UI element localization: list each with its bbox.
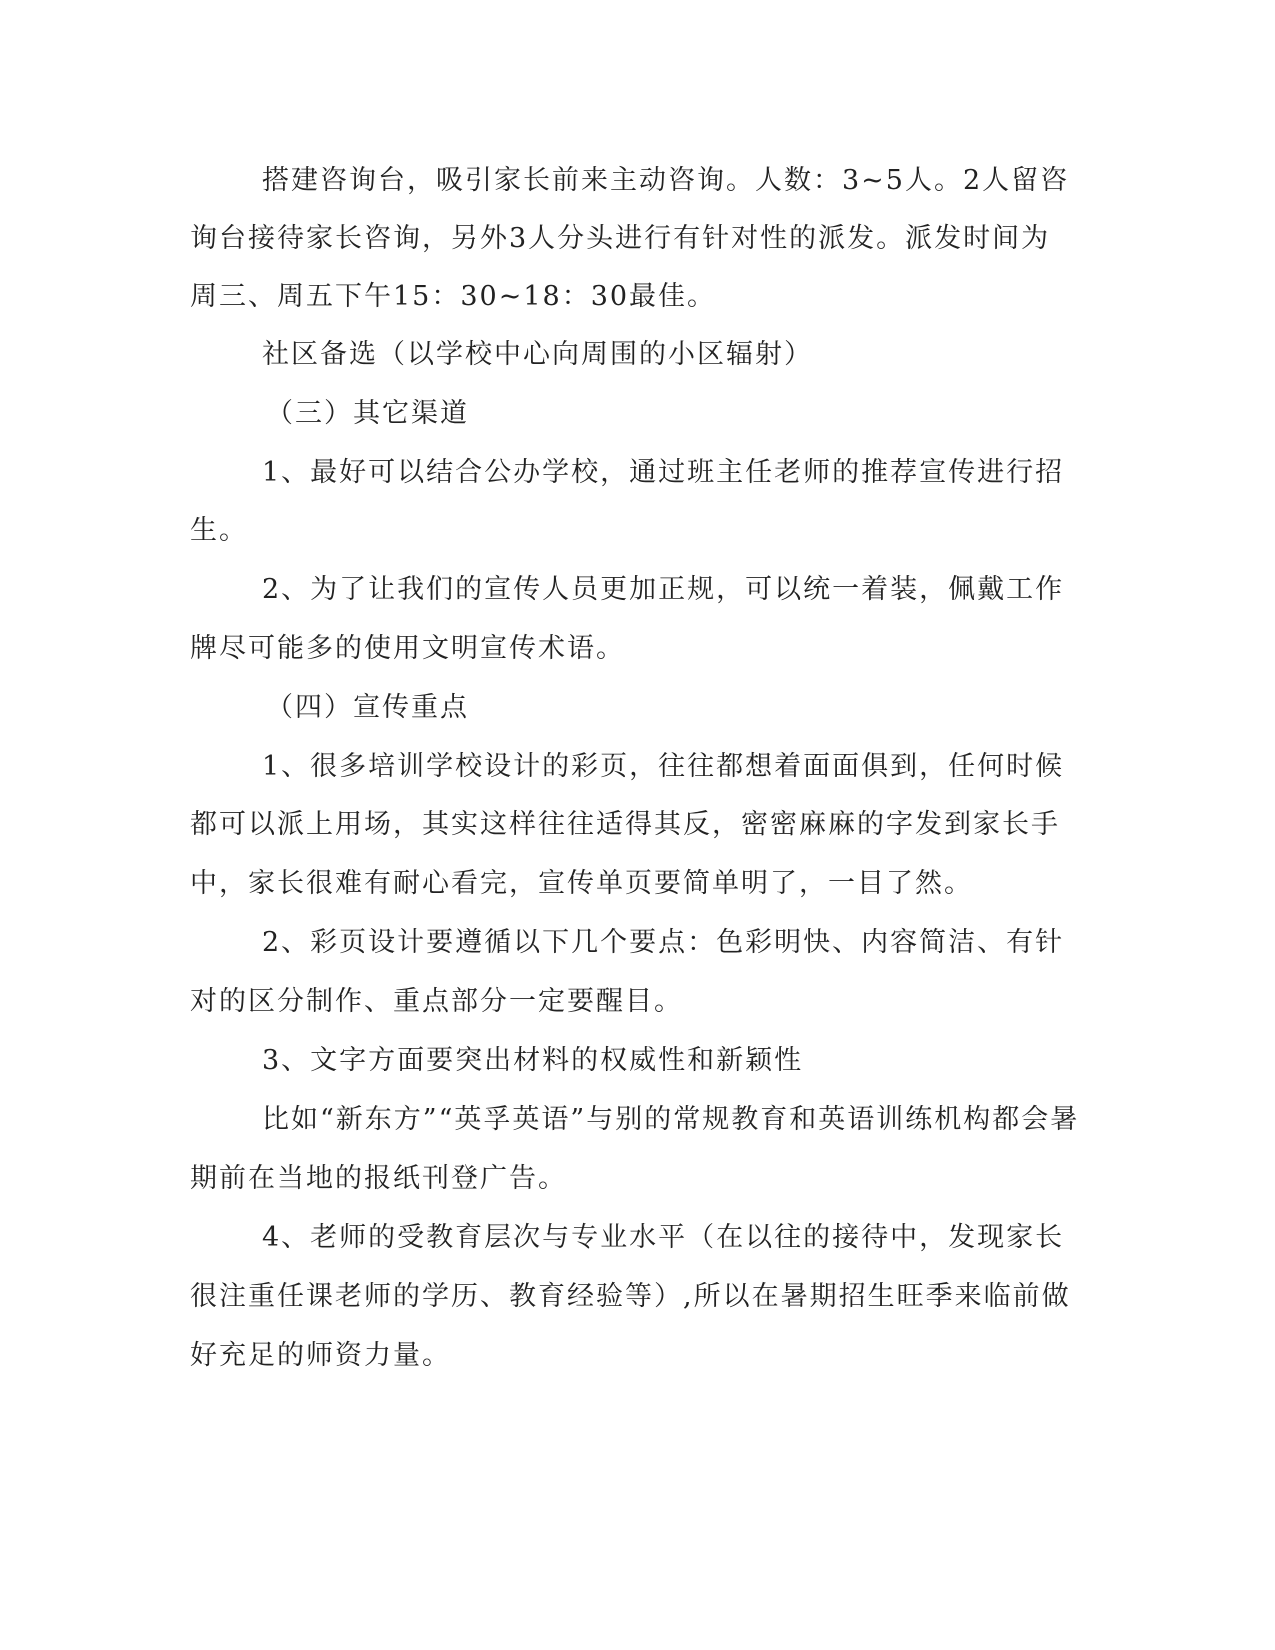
paragraph-line: 2、为了让我们的宣传人员更加正规，可以统一着装，佩戴工作 <box>262 574 1065 605</box>
paragraph-line: 社区备选（以学校中心向周围的小区辐射） <box>262 339 813 370</box>
paragraph-line: 都可以派上用场，其实这样往往适得其反，密密麻麻的字发到家长手 <box>190 809 1060 840</box>
paragraph-line: 期前在当地的报纸刊登广告。 <box>190 1163 567 1194</box>
paragraph-line: 中，家长很难有耐心看完，宣传单页要简单明了，一目了然。 <box>190 868 973 899</box>
paragraph-line: 生。 <box>190 515 248 546</box>
section-heading: （三）其它渠道 <box>266 398 469 429</box>
paragraph-line: 2、彩页设计要遵循以下几个要点：色彩明快、内容简洁、有针 <box>262 927 1065 958</box>
paragraph-line: 3、文字方面要突出材料的权威性和新颖性 <box>262 1045 804 1076</box>
paragraph-line: 周三、周五下午15：30~18：30最佳。 <box>190 281 717 312</box>
paragraph-line: 4、老师的受教育层次与专业水平（在以往的接待中，发现家长 <box>262 1222 1065 1253</box>
paragraph-line: 好充足的师资力量。 <box>190 1340 451 1371</box>
paragraph-line: 1、很多培训学校设计的彩页，往往都想着面面俱到，任何时候 <box>262 751 1065 782</box>
section-heading: （四）宣传重点 <box>266 692 469 723</box>
paragraph-line: 询台接待家长咨询，另外3人分头进行有针对性的派发。派发时间为 <box>190 223 1051 254</box>
paragraph-line: 对的区分制作、重点部分一定要醒目。 <box>190 986 683 1017</box>
paragraph-line: 搭建咨询台，吸引家长前来主动咨询。人数：3~5人。2人留咨 <box>262 165 1070 196</box>
paragraph-line: 牌尽可能多的使用文明宣传术语。 <box>190 633 625 664</box>
paragraph-line: 很注重任课老师的学历、教育经验等）,所以在暑期招生旺季来临前做 <box>190 1281 1071 1312</box>
paragraph-line: 1、最好可以结合公办学校，通过班主任老师的推荐宣传进行招 <box>262 457 1065 488</box>
paragraph-line: 比如“新东方”“英孚英语”与别的常规教育和英语训练机构都会暑 <box>262 1104 1080 1135</box>
